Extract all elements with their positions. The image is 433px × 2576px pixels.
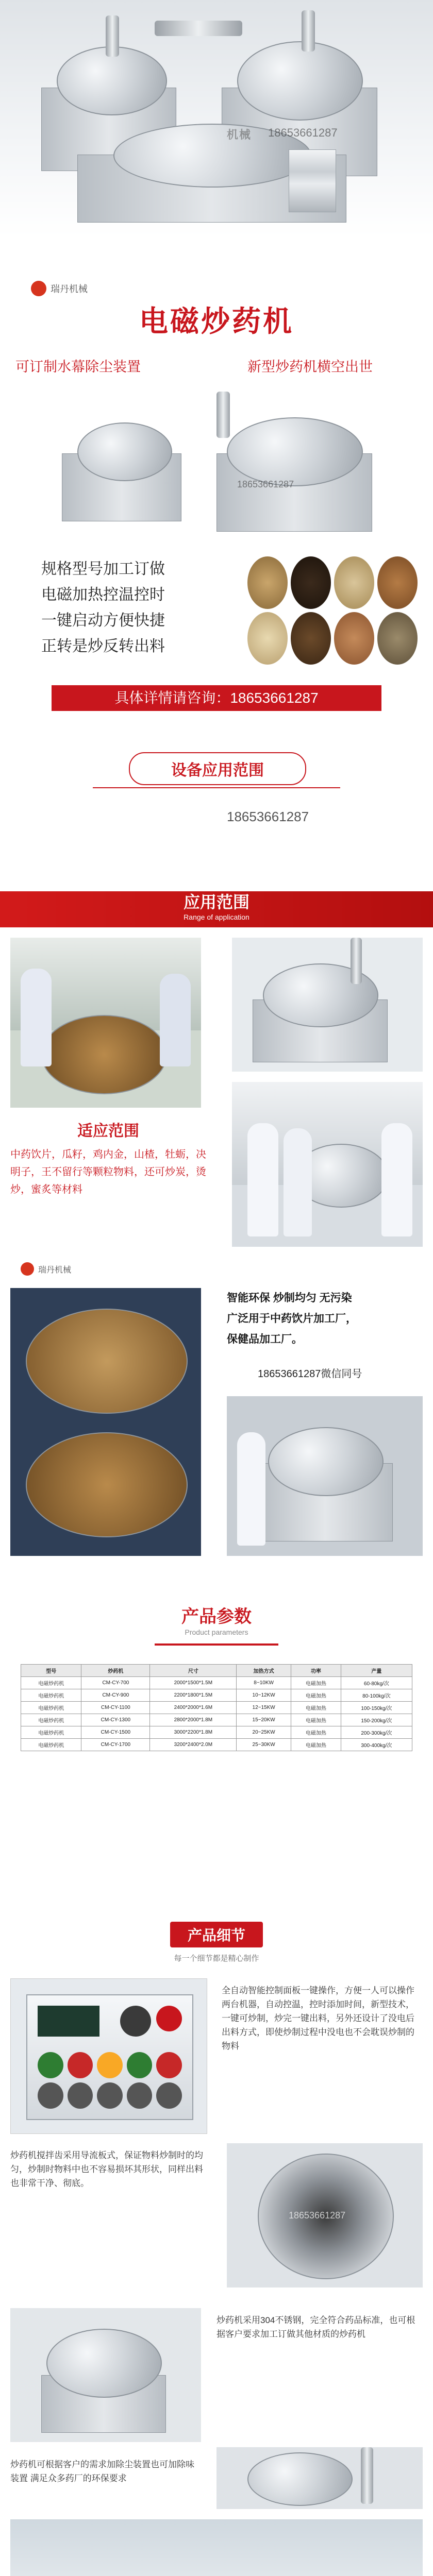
feature-left: 可订制水幕除尘装置: [15, 359, 141, 375]
panel-description: 全自动智能控制面板一键操作，方便一人可以操作两台机器，自动控温，控时添加时间，新型技术，一键可炒制，炒完一键出料，另外还设计了没电后出料方式，即使炒制过程中没电也不会耽误炒制的物料: [222, 1986, 414, 2051]
machine-drum: [268, 1427, 384, 1496]
drum-interior-photo: [227, 2143, 423, 2287]
contact-bar: 具体详情请咨询：18653661287: [52, 685, 381, 711]
feature-right: 新型炒药机横空出世: [247, 359, 373, 375]
table-cell: 2800*2000*1.8M: [150, 1714, 237, 1726]
application-photo-workers: [10, 938, 201, 1108]
application-claims: [227, 1288, 423, 1350]
logo-mark-icon: [21, 1262, 34, 1276]
feature-item: 一键启动方便快捷: [41, 612, 165, 629]
button-grid: [38, 2052, 182, 2109]
table-cell: 12~15KW: [237, 1702, 291, 1714]
control-cabinet: [289, 149, 336, 212]
param-header: 炒药机: [81, 1665, 150, 1677]
logo-mark-icon: [31, 281, 46, 296]
table-cell: 3000*2200*1.8M: [150, 1726, 237, 1739]
table-cell: 电磁加热: [291, 1702, 341, 1714]
table-cell: CM-CY-700: [81, 1677, 150, 1689]
panel-switch: [156, 2052, 182, 2078]
herb-sample-image: [247, 556, 288, 609]
param-header: 尺寸: [150, 1665, 237, 1677]
exhaust-pipe: [361, 2447, 373, 2504]
table-cell: 电磁炒药机: [21, 1739, 81, 1751]
details-section: [0, 1901, 433, 2509]
exhaust-pipe: [302, 10, 315, 52]
machine-drum: [57, 46, 167, 115]
machine-drum: [237, 41, 363, 121]
panel-switch: [127, 2082, 153, 2109]
decor-line: [155, 1643, 278, 1646]
table-cell: 电磁加热: [291, 1689, 341, 1702]
table-cell: 80-100kg/次: [341, 1689, 412, 1702]
equipment-range-phone: 18653661287: [227, 809, 309, 824]
claim-line: 保健品加工厂。: [227, 1333, 303, 1345]
equipment-range-section: [0, 732, 433, 886]
panel-switch: [38, 2052, 63, 2078]
decor-line: [93, 787, 340, 788]
table-cell: 电磁加热: [291, 1714, 341, 1726]
brand-logo: [21, 1262, 71, 1276]
table-cell: 25~30KW: [237, 1739, 291, 1751]
equipment-range-badge: [129, 752, 306, 785]
table-cell: CM-CY-1100: [81, 1702, 150, 1714]
herb-sample-image: [377, 556, 418, 609]
scope-text: 中药饮片，瓜籽，鸡内金，山楂，牡蛎，决明子，王不留行等颗粒物料，还可炒炭，烫炒，蜜炙等材料: [10, 1149, 206, 1195]
photo-background: [10, 2519, 423, 2576]
panel-switch: [127, 2052, 153, 2078]
machine-drum: [26, 1309, 188, 1414]
steel-description: 炒药机采用304不锈钢，完全符合药品标准，也可根据客户要求加工订做其他材质的炒药机: [216, 2315, 415, 2339]
table-cell: 电磁加热: [291, 1677, 341, 1689]
panel-switch: [38, 2082, 63, 2109]
machine-drum: [247, 2452, 353, 2506]
table-cell: CM-CY-1500: [81, 1726, 150, 1739]
details-title: 产品细节: [187, 1927, 245, 1943]
table-cell: 150-200kg/次: [341, 1714, 412, 1726]
table-cell: 3200*2400*2.0M: [150, 1739, 237, 1751]
feature-item: 正转是炒反转出料: [41, 638, 165, 655]
param-header: 产量: [341, 1665, 412, 1677]
machine-drum: [26, 1432, 188, 1537]
table-cell: 2200*1800*1.5M: [150, 1689, 237, 1702]
params-header-row: [21, 1665, 412, 1677]
table-cell: 60-80kg/次: [341, 1677, 412, 1689]
param-header: 功率: [291, 1665, 341, 1677]
exhaust-pipe: [351, 938, 362, 984]
table-row: [21, 1677, 412, 1689]
panel-switch: [97, 2082, 123, 2109]
table-row: [21, 1689, 412, 1702]
worker-figure: [160, 974, 191, 1066]
factory-gallery: [0, 2509, 433, 2576]
table-cell: 电磁加热: [291, 1726, 341, 1739]
worker-figure: [21, 969, 52, 1066]
exhaust-pipe: [106, 15, 119, 57]
phone-watermark: 18653661287: [237, 479, 294, 489]
panel-switch: [97, 2052, 123, 2078]
herb-sample-image: [334, 612, 374, 665]
dust-system-photo: [216, 2447, 423, 2509]
herb-sample-image: [291, 556, 331, 609]
application-photo-group: [232, 1082, 423, 1247]
control-panel-face: [26, 1994, 193, 2120]
params-table: [21, 1664, 412, 1751]
panel-switch: [68, 2052, 93, 2078]
table-row: [21, 1714, 412, 1726]
exhaust-pipe: [155, 21, 242, 36]
logo-text: 瑞丹机械: [38, 1265, 72, 1275]
worker-figure: [237, 1432, 265, 1546]
application-photo-inspection: [227, 1396, 423, 1556]
param-header: 加热方式: [237, 1665, 291, 1677]
drum-description: 炒药机搅拌齿采用导流板式，保证物料炒制时的均匀，炒制时物料中也不容易损坏其形状，同样出料也非常干净、彻底。: [10, 2150, 203, 2188]
brand-watermark: 机械: [227, 128, 252, 141]
intro-section: [0, 237, 433, 732]
brand-logo: [31, 281, 88, 296]
table-cell: 2000*1500*1.5M: [150, 1677, 237, 1689]
panel-switch: [68, 2082, 93, 2109]
claim-line: 广泛用于中药饮片加工厂，: [227, 1313, 357, 1325]
logo-text: 瑞丹机械: [51, 284, 88, 294]
control-panel-photo: [10, 1978, 207, 2134]
table-cell: CM-CY-1300: [81, 1714, 150, 1726]
table-cell: 200-300kg/次: [341, 1726, 412, 1739]
hero-section: [0, 0, 433, 237]
application-section: [0, 886, 433, 1582]
table-cell: 2400*2000*1.6M: [150, 1702, 237, 1714]
details-subtitle: 每一个细节都是精心制作: [174, 1954, 259, 1963]
worker-figure: [247, 1123, 278, 1236]
params-subtitle: Product parameters: [185, 1628, 248, 1636]
steel-machine-photo: [10, 2308, 201, 2442]
table-cell: 10~12KW: [237, 1689, 291, 1702]
phone-watermark: 18653661287: [268, 126, 338, 139]
params-section: [0, 1582, 433, 1901]
table-row: [21, 1726, 412, 1739]
worker-figure: [381, 1123, 412, 1236]
table-cell: 电磁炒药机: [21, 1726, 81, 1739]
herb-sample-image: [334, 556, 374, 609]
phone-watermark: 18653661287: [289, 2210, 346, 2221]
claim-line: 智能环保 炒制均匀 无污染: [227, 1292, 352, 1304]
table-cell: 电磁炒药机: [21, 1714, 81, 1726]
table-cell: 15~20KW: [237, 1714, 291, 1726]
table-cell: 100-150kg/次: [341, 1702, 412, 1714]
machine-drum: [77, 422, 172, 481]
application-photo-machine: [232, 938, 423, 1072]
machine-drum: [46, 2329, 162, 2398]
factory-photo: [10, 2519, 423, 2576]
table-cell: 电磁炒药机: [21, 1689, 81, 1702]
scope-title: 适应范围: [77, 1123, 139, 1140]
application-ribbon: [0, 891, 433, 927]
params-title: 产品参数: [181, 1607, 252, 1626]
table-cell: 电磁加热: [291, 1739, 341, 1751]
dial-knob: [156, 2006, 182, 2031]
machine-drum: [41, 1015, 167, 1094]
ribbon-subtitle: Range of application: [184, 913, 249, 921]
herb-sample-image: [377, 612, 418, 665]
exhaust-pipe: [216, 392, 230, 438]
table-cell: 电磁炒药机: [21, 1677, 81, 1689]
panel-switch: [156, 2082, 182, 2109]
table-row: [21, 1702, 412, 1714]
table-cell: CM-CY-900: [81, 1689, 150, 1702]
application-photo-stirring: [10, 1288, 201, 1556]
machine-drum: [227, 417, 363, 486]
worker-figure: [284, 1128, 312, 1236]
display-screen: [38, 2006, 99, 2037]
herb-sample-image: [291, 612, 331, 665]
badge-label: 设备应用范围: [171, 762, 264, 779]
table-row: [21, 1739, 412, 1751]
table-cell: 电磁炒药机: [21, 1702, 81, 1714]
details-badge: [170, 1922, 263, 1947]
scope-box: [10, 1118, 206, 1236]
table-cell: 8~10KW: [237, 1677, 291, 1689]
feature-list: [41, 556, 237, 659]
phone-line: 18653661287微信同号: [258, 1368, 362, 1380]
feature-item: 规格型号加工订做: [41, 561, 165, 578]
dial-knob: [120, 2006, 151, 2037]
table-cell: 300-400kg/次: [341, 1739, 412, 1751]
feature-item: 电磁加热控温控时: [41, 586, 165, 603]
ribbon-title: 应用范围: [183, 893, 249, 911]
herb-samples-grid: [247, 556, 418, 665]
dust-description: 炒药机可根据客户的需求加除尘装置也可加除味装置 满足众多药厂的环保要求: [10, 2460, 194, 2483]
table-cell: 20~25KW: [237, 1726, 291, 1739]
param-header: 型号: [21, 1665, 81, 1677]
herb-sample-image: [247, 612, 288, 665]
product-title: 电磁炒药机: [139, 305, 294, 337]
table-cell: CM-CY-1700: [81, 1739, 150, 1751]
